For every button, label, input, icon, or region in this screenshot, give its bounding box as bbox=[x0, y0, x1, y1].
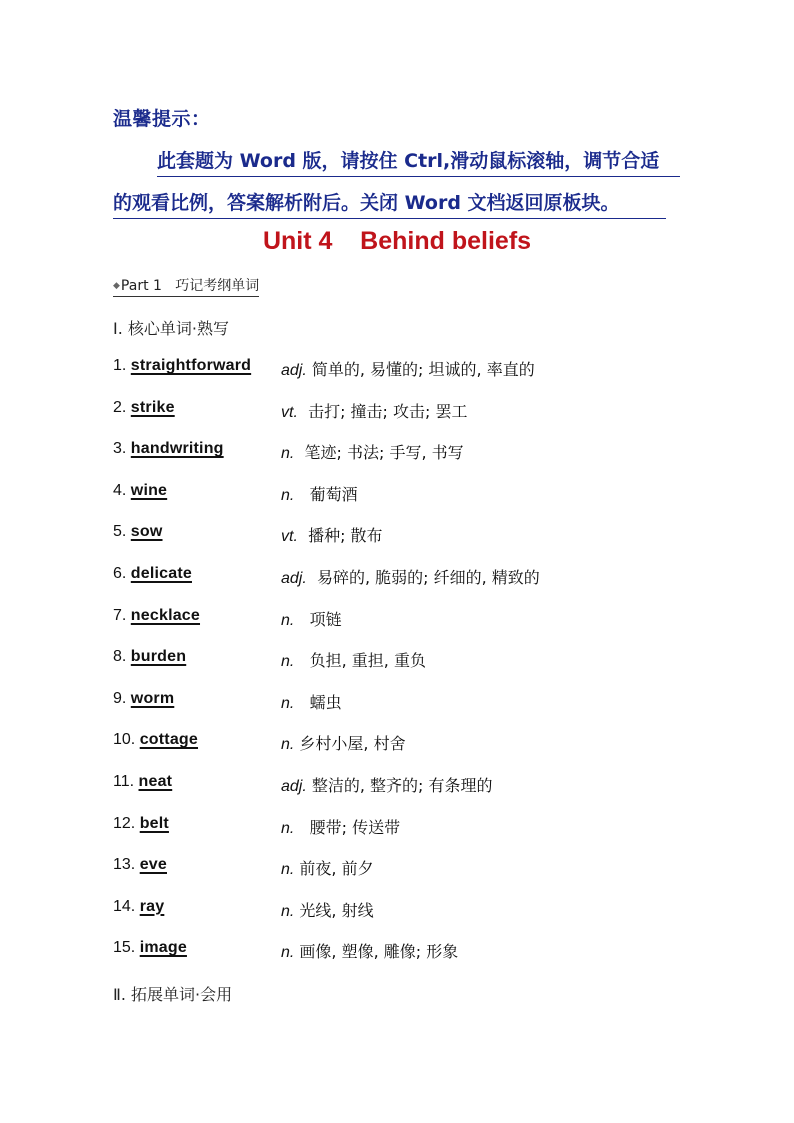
vocab-definition: 项链 bbox=[294, 609, 342, 629]
vocab-row bbox=[113, 690, 713, 714]
vocab-definition-cell bbox=[281, 607, 342, 630]
vocab-word-cell bbox=[113, 565, 192, 583]
vocab-row bbox=[113, 357, 713, 381]
vocab-definition-cell bbox=[281, 482, 358, 505]
part-of-speech: n. bbox=[281, 486, 295, 504]
vocab-definition: 光线, 射线 bbox=[294, 900, 374, 920]
vocab-word-cell bbox=[113, 607, 200, 625]
tip-line-2: 的观看比例，答案解析附后。关闭 Word 文档返回原板块。 bbox=[113, 188, 666, 219]
vocab-word-cell bbox=[113, 357, 251, 375]
vocab-definition: 易碎的, 脆弱的; 纤细的, 精致的 bbox=[306, 568, 540, 587]
vocab-row bbox=[113, 482, 713, 506]
part-of-speech: n. bbox=[281, 611, 295, 629]
vocab-word-cell bbox=[113, 731, 198, 749]
vocab-number: 14. bbox=[113, 897, 136, 915]
part-of-speech: adj. bbox=[281, 362, 307, 379]
tip-line-1: 此套题为 Word 版，请按住 Ctrl,滑动鼠标滚轴，调节合适 bbox=[157, 146, 680, 177]
vocab-word-cell bbox=[113, 898, 164, 916]
part-of-speech: n. bbox=[281, 653, 295, 671]
vocab-definition-cell bbox=[281, 898, 374, 921]
part-of-speech: n. bbox=[281, 445, 295, 463]
vocab-word-cell bbox=[113, 440, 224, 458]
vocab-number: 11. bbox=[113, 773, 135, 790]
vocab-word: eve bbox=[139, 856, 167, 874]
section-heading-core-words: Ⅰ. 核心单词·熟写 bbox=[113, 319, 229, 338]
vocab-definition: 画像, 塑像, 雕像; 形象 bbox=[294, 942, 459, 962]
vocab-row bbox=[113, 607, 713, 631]
vocab-word: delicate bbox=[130, 565, 192, 582]
vocab-row bbox=[113, 898, 713, 922]
vocab-word: handwriting bbox=[130, 440, 224, 458]
part-of-speech: vt. bbox=[281, 528, 298, 546]
vocab-definition: 播种; 散布 bbox=[297, 526, 383, 546]
vocab-definition: 笔迹; 书法; 手写, 书写 bbox=[294, 443, 464, 463]
vocab-row bbox=[113, 815, 713, 839]
vocab-number: 8. bbox=[113, 648, 127, 666]
part-of-speech: n. bbox=[281, 902, 295, 920]
vocab-row bbox=[113, 731, 713, 755]
part-heading-label: Part 1 巧记考纲单词 bbox=[120, 278, 260, 294]
vocab-definition: 蠕虫 bbox=[294, 692, 342, 712]
vocab-definition-cell bbox=[281, 815, 400, 838]
vocab-number: 3. bbox=[113, 440, 127, 458]
vocab-word: ray bbox=[139, 897, 165, 915]
vocab-word: necklace bbox=[130, 606, 201, 624]
vocab-definition-cell bbox=[281, 731, 406, 754]
vocab-definition-cell bbox=[281, 856, 374, 879]
section-heading-extended-words: Ⅱ. 拓展单词·会用 bbox=[113, 985, 233, 1004]
vocab-definition-cell bbox=[281, 565, 540, 588]
vocab-word: burden bbox=[130, 648, 187, 666]
vocab-number: 4. bbox=[113, 481, 127, 499]
vocab-number: 15. bbox=[113, 939, 136, 957]
vocab-word-cell bbox=[113, 399, 175, 417]
vocab-definition-cell bbox=[281, 690, 342, 713]
vocab-number: 5. bbox=[113, 523, 127, 541]
vocab-word: belt bbox=[139, 814, 169, 832]
vocab-row bbox=[113, 773, 713, 797]
vocab-word-cell bbox=[113, 648, 186, 666]
vocab-word-cell bbox=[113, 939, 187, 957]
vocab-row bbox=[113, 399, 713, 423]
vocab-number: 13. bbox=[113, 856, 136, 874]
vocab-definition-cell bbox=[281, 523, 383, 546]
vocab-word: wine bbox=[130, 481, 168, 499]
vocab-definition-cell bbox=[281, 357, 535, 380]
vocab-definition: 葡萄酒 bbox=[294, 484, 358, 504]
vocab-row bbox=[113, 856, 713, 880]
part-of-speech: n. bbox=[281, 736, 295, 754]
vocab-number: 12. bbox=[113, 814, 136, 832]
vocab-definition: 整洁的, 整齐的; 有条理的 bbox=[306, 776, 493, 795]
vocab-number: 1. bbox=[113, 357, 127, 374]
vocab-word-cell bbox=[113, 523, 163, 541]
vocab-word: neat bbox=[138, 773, 173, 790]
vocab-row bbox=[113, 648, 713, 672]
vocab-definition-cell bbox=[281, 773, 493, 796]
vocab-row bbox=[113, 565, 713, 589]
part-of-speech: adj. bbox=[281, 570, 307, 587]
vocab-word: image bbox=[139, 939, 187, 957]
vocab-word: strike bbox=[130, 398, 175, 416]
vocab-word: straightforward bbox=[130, 357, 252, 374]
vocab-definition-cell bbox=[281, 648, 426, 671]
vocab-word-cell bbox=[113, 690, 174, 708]
part-of-speech: n. bbox=[281, 944, 295, 962]
vocab-number: 9. bbox=[113, 689, 127, 707]
vocab-word-cell bbox=[113, 815, 169, 833]
vocab-definition: 负担, 重担, 重负 bbox=[294, 651, 426, 671]
vocab-definition-cell bbox=[281, 440, 464, 463]
vocab-word: cottage bbox=[139, 731, 199, 749]
vocab-definition: 乡村小屋, 村舍 bbox=[294, 734, 406, 754]
vocab-definition: 击打; 撞击; 攻击; 罢工 bbox=[297, 401, 468, 421]
vocab-number: 7. bbox=[113, 606, 127, 624]
vocab-word-cell bbox=[113, 856, 167, 874]
vocab-row bbox=[113, 939, 713, 963]
part-heading bbox=[113, 275, 259, 297]
part-of-speech: n. bbox=[281, 861, 295, 879]
vocab-word-cell bbox=[113, 482, 167, 500]
vocab-definition: 前夜, 前夕 bbox=[294, 859, 374, 879]
part-of-speech: vt. bbox=[281, 403, 298, 421]
vocab-definition-cell bbox=[281, 939, 458, 962]
vocab-definition-cell bbox=[281, 399, 468, 422]
vocab-number: 2. bbox=[113, 398, 127, 416]
vocab-word: sow bbox=[130, 523, 163, 541]
diamond-bullet-icon: ◆ bbox=[113, 281, 120, 291]
vocab-definition: 简单的, 易懂的; 坦诚的, 率直的 bbox=[306, 360, 535, 379]
vocab-word-cell bbox=[113, 773, 172, 791]
part-of-speech: adj. bbox=[281, 778, 307, 795]
vocab-word: worm bbox=[130, 689, 175, 707]
tip-title: 温馨提示： bbox=[113, 108, 211, 130]
part-of-speech: n. bbox=[281, 819, 295, 837]
part-of-speech: n. bbox=[281, 694, 295, 712]
vocab-row bbox=[113, 440, 713, 464]
vocab-definition: 腰带; 传送带 bbox=[294, 817, 401, 837]
vocab-number: 10. bbox=[113, 731, 136, 749]
vocab-number: 6. bbox=[113, 565, 127, 582]
unit-title: Unit 4 Behind beliefs bbox=[262, 227, 532, 255]
vocab-row bbox=[113, 523, 713, 547]
